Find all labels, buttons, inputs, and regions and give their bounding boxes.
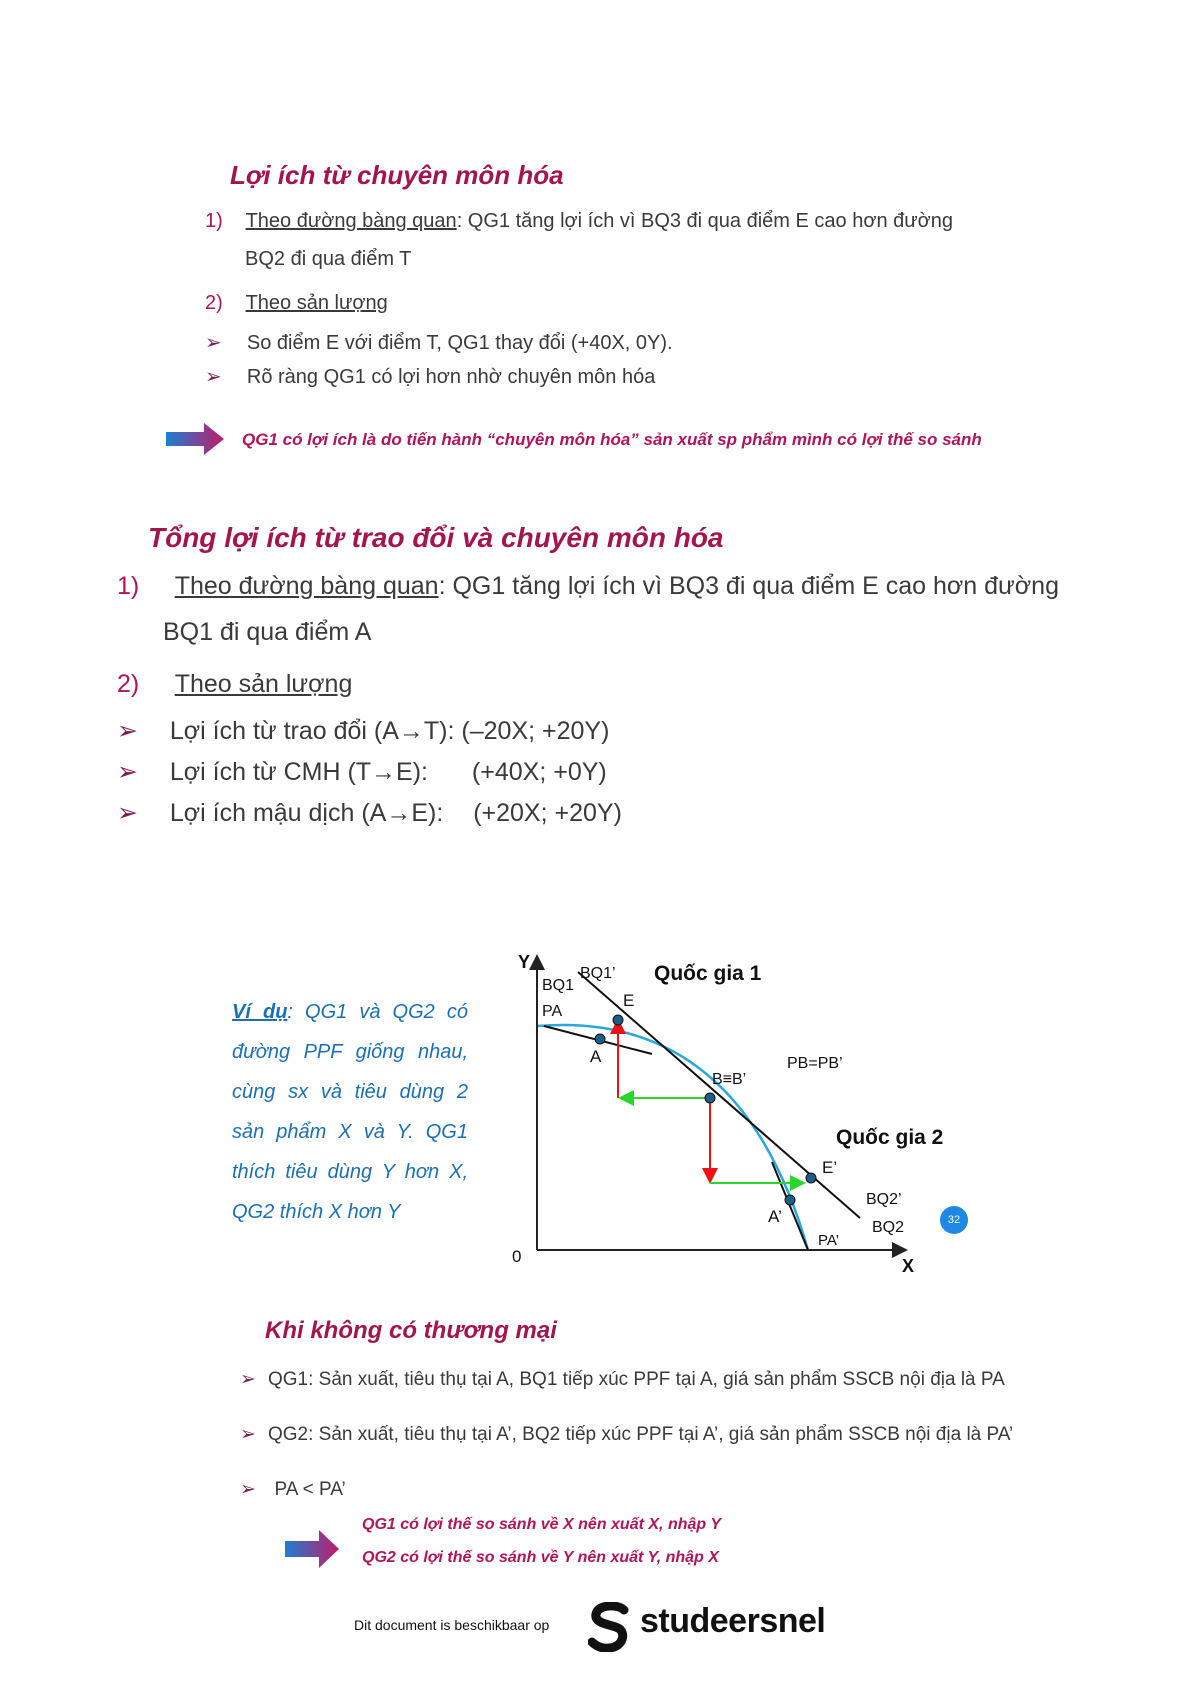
page-number-badge: 32 bbox=[940, 1206, 968, 1234]
section1-conclusion: QG1 có lợi ích là do tiến hành “chuyên môn hóa” sản xuất sp phẩm mình có lợi thế so sánh bbox=[242, 430, 982, 449]
bullet-label: Lợi ích từ CMH (T→E): bbox=[169, 758, 429, 786]
label-a: A bbox=[590, 1047, 602, 1066]
example-text: : QG1 và QG2 có đường PPF giống nhau, cùng sx và tiêu dùng 2 sản phẩm X và Y. QG1 thích tiêu dùng Y hơn X, QG2 thích X hơn Y bbox=[232, 1001, 468, 1223]
label-a-prime: A’ bbox=[768, 1207, 782, 1226]
example-label: Ví dụ bbox=[232, 1001, 288, 1023]
studeersnel-logo-icon[interactable] bbox=[588, 1602, 636, 1652]
bullet-label: Lợi ích mậu dịch (A→E): bbox=[169, 799, 444, 827]
bullet-value: (+20X; +20Y) bbox=[473, 799, 622, 827]
item-lead: Theo sản lượng bbox=[245, 292, 388, 314]
item-number: 2) bbox=[205, 292, 223, 314]
x-axis-label: X bbox=[902, 1256, 915, 1276]
label-pa: PA bbox=[542, 1003, 563, 1020]
label-b: B≡B’ bbox=[712, 1071, 747, 1088]
point-b bbox=[705, 1093, 715, 1103]
item-text: : QG1 tăng lợi ích vì BQ3 đi qua điểm E cao hơn đường bbox=[438, 572, 1059, 600]
bullet-text: PA < PA’ bbox=[274, 1479, 346, 1500]
point-a-prime bbox=[785, 1195, 795, 1205]
item-number: 1) bbox=[205, 210, 223, 232]
country2-label: Quốc gia 2 bbox=[836, 1126, 944, 1149]
item-text: : QG1 tăng lợi ích vì BQ3 đi qua điểm E cao hơn đường bbox=[456, 210, 954, 232]
bullet-value: (+40X; +0Y) bbox=[471, 758, 607, 786]
bullet-value: (–20X; +20Y) bbox=[461, 717, 610, 745]
item-number: 1) bbox=[117, 572, 140, 600]
label-bq1: BQ1 bbox=[542, 977, 575, 994]
item-lead: Theo sản lượng bbox=[174, 670, 353, 698]
section1-bullet-2 bbox=[205, 364, 655, 389]
section3-conclusion-1: QG1 có lợi thế so sánh về X nên xuất X, nhập Y bbox=[362, 1516, 721, 1533]
section3-title: Khi không có thương mại bbox=[265, 1317, 557, 1344]
price-line-pb bbox=[578, 972, 860, 1218]
bullet-arrow-icon: ➢ bbox=[205, 332, 222, 354]
bullet-label: Lợi ích từ trao đổi (A→T): bbox=[169, 717, 455, 745]
y-axis-label: Y bbox=[518, 952, 531, 972]
section3-bullet-1 bbox=[240, 1367, 1015, 1392]
bullet-text: So điểm E với điểm T, QG1 thay đổi (+40X, 0Y). bbox=[246, 332, 673, 354]
section1-bullet-1 bbox=[205, 330, 673, 355]
point-e-prime bbox=[806, 1173, 816, 1183]
bullet-arrow-icon: ➢ bbox=[117, 758, 138, 786]
label-bq2: BQ2 bbox=[872, 1219, 905, 1236]
point-a bbox=[595, 1034, 605, 1044]
section3-conclusion-2: QG2 có lợi thế so sánh về Y nên xuất Y, nhập X bbox=[362, 1549, 719, 1566]
section1-item1 bbox=[205, 210, 953, 233]
bullet-arrow-icon: ➢ bbox=[240, 1424, 256, 1445]
bullet-arrow-icon: ➢ bbox=[117, 799, 138, 827]
bullet-arrow-icon: ➢ bbox=[117, 717, 138, 745]
section3-bullet-2 bbox=[240, 1422, 1015, 1447]
section2-bullet-2 bbox=[117, 757, 607, 787]
label-pa-prime: PA’ bbox=[818, 1232, 840, 1249]
label-pb: PB=PB’ bbox=[787, 1055, 843, 1072]
label-bq1-prime: BQ1’ bbox=[580, 965, 616, 982]
label-e: E bbox=[623, 991, 635, 1010]
section3-bullet-3 bbox=[240, 1477, 346, 1502]
section1-title: Lợi ích từ chuyên môn hóa bbox=[230, 160, 564, 190]
label-e-prime: E’ bbox=[822, 1158, 838, 1177]
bullet-arrow-icon: ➢ bbox=[240, 1369, 256, 1390]
label-bq2-prime: BQ2’ bbox=[866, 1191, 902, 1208]
section2-title: Tổng lợi ích từ trao đổi và chuyên môn hóa bbox=[148, 522, 724, 553]
bullet-arrow-icon: ➢ bbox=[240, 1479, 256, 1500]
ppf-diagram bbox=[500, 950, 980, 1280]
section2-item2 bbox=[117, 670, 352, 699]
point-e bbox=[613, 1015, 623, 1025]
item-lead: Theo đường bàng quan bbox=[174, 572, 439, 600]
country1-label: Quốc gia 1 bbox=[654, 962, 762, 985]
bullet-text: QG1: Sản xuất, tiêu thụ tại A, BQ1 tiếp xúc PPF tại A, giá sản phẩm SSCB nội địa là PA bbox=[268, 1369, 1005, 1390]
section1-item1-cont: BQ2 đi qua điểm T bbox=[245, 248, 412, 270]
item-number: 2) bbox=[117, 670, 140, 698]
price-line-pa-prime bbox=[772, 1162, 808, 1250]
bullet-text: Rõ ràng QG1 có lợi hơn nhờ chuyên môn hóa bbox=[246, 366, 656, 388]
bullet-arrow-icon: ➢ bbox=[205, 366, 222, 388]
section1-item2 bbox=[205, 292, 388, 315]
conclusion-arrow-icon bbox=[285, 1530, 341, 1568]
section2-item1 bbox=[117, 572, 1059, 601]
section2-item1-cont: BQ1 đi qua điểm A bbox=[163, 618, 372, 646]
section2-bullet-3 bbox=[117, 798, 622, 828]
item-lead: Theo đường bàng quan bbox=[245, 210, 457, 232]
studeersnel-brand[interactable]: studeersnel bbox=[640, 1602, 826, 1640]
footer-text: Dit document is beschikbaar op bbox=[354, 1617, 550, 1633]
bullet-text: QG2: Sản xuất, tiêu thụ tại A’, BQ2 tiếp xúc PPF tại A’, giá sản phẩm SSCB nội địa là PA’ bbox=[268, 1424, 1014, 1445]
conclusion-arrow-icon bbox=[166, 423, 226, 455]
example-paragraph bbox=[232, 992, 468, 1232]
origin-label: 0 bbox=[512, 1247, 522, 1266]
section2-bullet-1 bbox=[117, 716, 609, 746]
